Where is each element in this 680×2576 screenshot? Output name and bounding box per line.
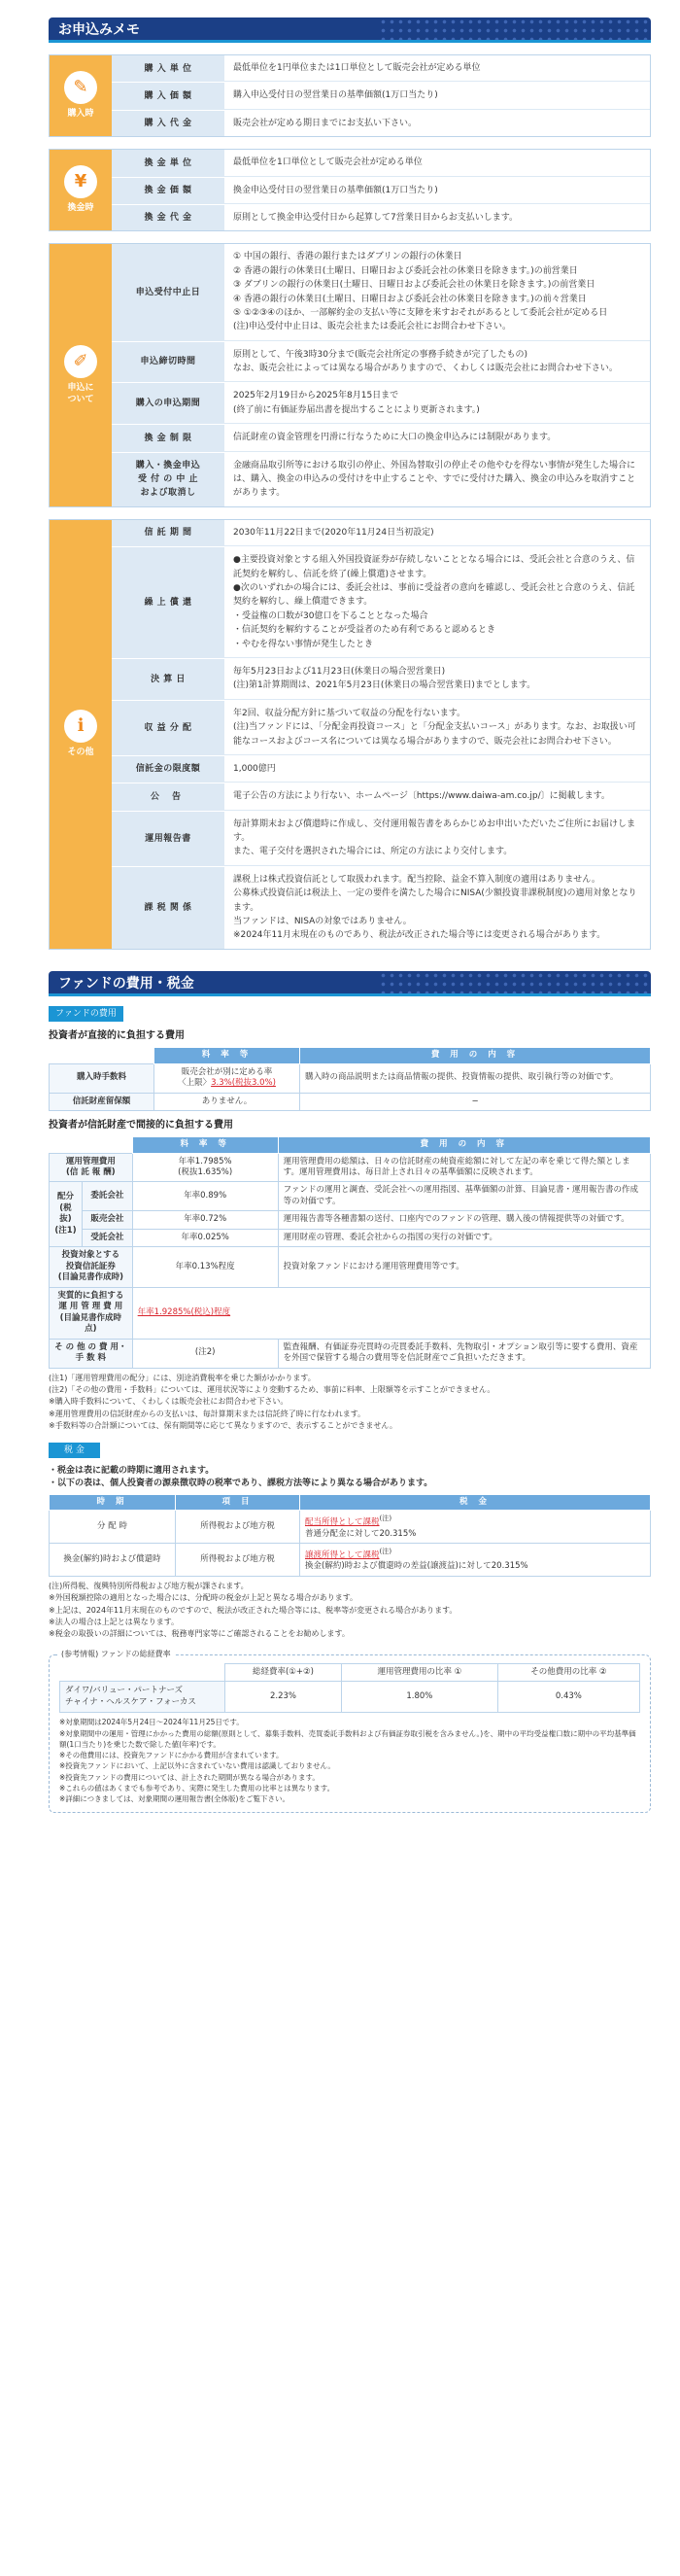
retention-row [50, 1093, 651, 1110]
tax-intro: ・税金は表に記載の時期に適用されます。 ・以下の表は、個人投資者の源泉徴収時の税率であり、課税方法等により異なる場合があります。 [49, 1465, 433, 1489]
reference-notes: ※対象期間は2024年5月24日〜2024年11月25日です。 ※対象期間中の運用・管理にかかった費用の総額(原則として、募集手数料、売買委託手数料および有価証券取引税を含みません。)を、期中の平均受益権口数に期中の平均基準価額(1口当たり)を乗じた数で除した値(年率)です。 ※その他費用には、投資先ファンドにかかる費用が含まれています。 ※投資先ファンドにおいて、上記以外に含まれていない費用は認識しておりません。 ※投資先ファンドの費用については、計上された期間が異なる場合があります。 ※これらの値はあくまでも参考であり、実際に発生した費用の比率とは異なります。 ※詳細につきましては、対象期間の運用報告書(全体版)をご覧下さい。 [59, 1718, 636, 1804]
purchase-section [49, 54, 651, 137]
management-fee-label: 運用管理費用 (信 託 報 酬) [50, 1153, 133, 1182]
tax-col-item: 項 目 [176, 1494, 300, 1510]
purchase-icon: ✎ [64, 71, 97, 104]
ratio-col-management: 運用管理費用の比率 ① [341, 1663, 497, 1681]
application-period-row [112, 383, 650, 425]
row-value: 販売会社が定める期日までにお支払い下さい。 [224, 111, 650, 136]
row-value: 原則として換金申込受付日から起算して7営業日目からお支払いします。 [224, 205, 650, 230]
public-notice-row [112, 783, 650, 811]
row-label: 購入・換金申込 受 付 の 中 止 および取消し [112, 453, 224, 506]
alloc-fee: 年率0.72% [132, 1211, 278, 1229]
management-fee-rate: 年率1.7985% (税抜1.635%) [132, 1153, 278, 1182]
redemption-side [50, 150, 112, 230]
ratio-col-other: その他費用の比率 ② [497, 1663, 639, 1681]
indirect-costs-heading: 投資者が信託財産で間接的に負担する費用 [49, 1120, 233, 1131]
tax-value [300, 1511, 651, 1544]
purchase-payment-row [112, 111, 650, 136]
row-label: 運用報告書 [112, 812, 224, 866]
suspension-days-row [112, 244, 650, 341]
row-label: 購 入 価 額 [112, 83, 224, 109]
redemption-limit-row [112, 425, 650, 452]
fees-title: ファンドの費用・税金 [58, 975, 194, 992]
target-fund-fee: 年率0.13%程度 [132, 1247, 278, 1287]
info-icon: ℹ [64, 710, 97, 743]
purchase-side [50, 55, 112, 136]
alloc-content: 運用財産の管理、委託会社からの指図の実行の対価です。 [278, 1229, 650, 1246]
row-value: 2030年11月22日まで(2020年11月24日当初設定) [224, 520, 650, 546]
report-row [112, 812, 650, 867]
actual-cost-label: 実質的に負担する 運 用 管 理 費 用 (目論見書作成時点) [50, 1287, 133, 1339]
row-value: 換金申込受付日の翌営業日の基準価額(1万口当たり) [224, 178, 650, 204]
management-fee-content: 運用管理費用の総額は、日々の信託財産の純資産総額に対して左記の率を乗じて得た額とします。運用管理費用は、毎日計上され日々の基準価額に反映されます。 [278, 1153, 650, 1182]
tax-type: 譲渡所得として課税 [305, 1549, 380, 1560]
tax-col-tax: 税 金 [300, 1494, 651, 1510]
ratio-management: 1.80% [341, 1682, 497, 1713]
row-value: 最低単位を1円単位または1口単位として販売会社が定める単位 [224, 55, 650, 82]
row-label: 収 益 分 配 [112, 701, 224, 755]
allocation-label: 配分 (税抜) (注1) [50, 1182, 83, 1247]
cutoff-time-row [112, 342, 650, 384]
tax-note-mark: (注) [379, 1547, 392, 1556]
management-fee-row [50, 1153, 651, 1182]
row-label: 購 入 単 位 [112, 55, 224, 82]
fund-name: ダイワ/バリュー・パートナーズ チャイナ・ヘルスケア・フォーカス [60, 1682, 225, 1713]
redemption-section [49, 149, 651, 231]
other-side [50, 520, 112, 949]
row-label: 課 税 関 係 [112, 867, 224, 949]
reference-title: (参考情報) ファンドの総経費率 [57, 1649, 175, 1661]
row-label: 購 入 代 金 [112, 111, 224, 136]
ratio-other: 0.43% [497, 1682, 639, 1713]
indirect-costs-table [49, 1136, 651, 1369]
application-side [50, 244, 112, 505]
direct-costs-heading: 投資者が直接的に負担する費用 [49, 1030, 185, 1042]
alloc-content: ファンドの運用と調査、受託会社への運用指図、基準価額の計算、目論見書・運用報告書の作成等の対価です。 [278, 1182, 650, 1211]
row-label: 繰 上 償 還 [112, 547, 224, 658]
redemption-icon: ¥ [64, 165, 97, 198]
row-value: 毎年5月23日および11月23日(休業日の場合翌営業日) (注)第1計算期間は、2021年5月23日(休業日の場合翌営業日)までとします。 [224, 659, 650, 700]
redemption-side-label: 換金時 [67, 203, 94, 214]
row-value: 最低単位を1口単位として販売会社が定める単位 [224, 150, 650, 176]
distribution-row [112, 701, 650, 756]
row-label: 信 託 期 間 [112, 520, 224, 546]
row-value: 原則として、午後3時30分まで(販売会社所定の事務手続きが完了したもの) なお、販売会社によっては異なる場合がありますので、くわしくは販売会社にお問合わせ下さい。 [224, 342, 650, 383]
purchase-price-row [112, 83, 650, 110]
cancellation-row [112, 453, 650, 506]
alloc-label: 委託会社 [83, 1182, 133, 1211]
ratio-total: 2.23% [225, 1682, 342, 1713]
memo-header [49, 17, 651, 43]
fees-notes: (注1)「運用管理費用の配分」には、別途消費税率を乗じた額がかかります。 (注2)「その他の費用・手数料」については、運用状況等により変動するため、事前に料率、上限額等を示すことができません。 ※購入時手数料について、くわしくは販売会社にお問合わせ下さい。 ※運用管理費用の信託財産からの支払いは、毎計算期末または信託終了時に行なわれます。 ※手数料等の合計額については、保有期間等に応じて異なりますので、表示することができません。 [49, 1373, 495, 1431]
row-value: 課税上は株式投資信託として取扱われます。配当控除、益金不算入制度の適用はありません。 公募株式投資信託は税法上、一定の要件を満たした場合にNISA(少額投資非課税制度)の適用対象となります。 当ファンドは、NISAの対象ではありません。 ※2024年11月末現在のものであり、税法が改正された場合等には変更される場合があります。 [224, 867, 650, 949]
other-fees-content: 監査報酬、有価証券売買時の売買委託手数料、先物取引・オプション取引等に要する費用、資産を外国で保管する場合の費用等を信託財産でご負担いただきます。 [278, 1339, 650, 1368]
ratio-col-total: 総経費率(①+②) [225, 1663, 342, 1681]
row-label: 公 告 [112, 783, 224, 810]
actual-cost-row [50, 1287, 651, 1339]
tax-rate: 換金(解約)時および償還時の差益(譲渡益)に対して20.315% [305, 1561, 528, 1572]
target-fund-label: 投資対象とする 投資信託証券 (目論見書作成時) [50, 1247, 133, 1287]
direct-costs-table [49, 1047, 651, 1111]
row-label: 購入の申込期間 [112, 383, 224, 424]
actual-cost-rate: 年率1.9285%(税込)程度 [137, 1306, 231, 1317]
application-side-label: 申込に ついて [67, 382, 94, 404]
tax-subtitle: 税 金 [49, 1443, 100, 1458]
purchase-unit-row [112, 55, 650, 83]
reference-box [49, 1649, 651, 1813]
row-label: 換 金 単 位 [112, 150, 224, 176]
retention-label: 信託財産留保額 [50, 1093, 154, 1110]
early-redemption-row [112, 547, 650, 659]
purchase-fee-label: 購入時手数料 [50, 1063, 154, 1093]
row-label: 決 算 日 [112, 659, 224, 700]
row-value: 電子公告の方法により行ない、ホームページ〔https://www.daiwa-am.co.jp/〕に掲載します。 [224, 783, 650, 810]
row-value: 年2回、収益分配方針に基づいて収益の分配を行ないます。 (注)当ファンドには、「分配金再投資コース」と「分配金支払いコース」があります。なお、お取扱い可能なコースおよびコース名については異なる場合がありますので、販売会社にお問合わせ下さい。 [224, 701, 650, 755]
application-section [49, 243, 651, 506]
expense-ratio-row [60, 1682, 640, 1713]
redemption-payment-row [112, 205, 650, 230]
row-label: 換 金 制 限 [112, 425, 224, 451]
fee-column-header: 料 率 等 [132, 1137, 278, 1153]
alloc-label: 販売会社 [83, 1211, 133, 1229]
tax-table [49, 1494, 651, 1577]
row-label: 信託金の限度額 [112, 756, 224, 783]
retention-content: − [300, 1093, 651, 1110]
row-value: 1,000億円 [224, 756, 650, 783]
purchase-side-label: 購入時 [67, 109, 94, 120]
tax-row-distribution [50, 1511, 651, 1544]
other-section [49, 519, 651, 950]
row-value: 2025年2月19日から2025年8月15日まで (終了前に有価証券届出書を提出することにより更新されます。) [224, 383, 650, 424]
taxation-row [112, 867, 650, 949]
other-fees-fee: (注2) [132, 1339, 278, 1368]
trust-period-row [112, 520, 650, 547]
tax-notes: (注)所得税、復興特別所得税および地方税が課されます。 ※外国税額控除の適用となった場合には、分配時の税金が上記と異なる場合があります。 ※上記は、2024年11月末現在のものですので、税法が改正された場合等には、税率等が変更される場合があります。 ※法人の場合は上記とは異なります。 ※税金の取扱いの詳細については、税務専門家等にご確認されることをお勧めします。 [49, 1581, 458, 1639]
row-value: ●主要投資対象とする組入外国投資証券が存続しないこととなる場合には、受託会社と合意のうえ、信託契約を解約し、信託を終了(繰上償還)させます。 ●次のいずれかの場合には、委託会社は、事前に受益者の意向を確認し、受託会社と合意のうえ、信託契約を解約し、繰上償還できます。 ・受益権の口数が30億口を下ることとなった場合 ・信託契約を解約することが受益者のため有利であると認めるとき ・やむを得ない事情が発生したとき [224, 547, 650, 658]
redemption-price-row [112, 178, 650, 205]
tax-item: 所得税および地方税 [176, 1544, 300, 1577]
row-value: ① 中国の銀行、香港の銀行またはダブリンの銀行の休業日 ② 香港の銀行の休業日(土曜日、日曜日および委託会社の休業日を除きます。)の前営業日 ③ ダブリンの銀行の休業日(土曜日、日曜日および委託会社の休業日を除きます。)の前営業日 ④ 香港の銀行の休業日(土曜日、日曜日および委託会社の休業日を除きます。)の前々営業日 ⑤ ①②③④のほか、一部解約金の支払い等に支障を来すおそれがあるとして委託会社が定める日 (注)申込受付中止日は、販売会社または委託会社にお問合わせ下さい。 [224, 244, 650, 340]
expense-ratio-table [59, 1663, 640, 1713]
header-accent-bar [49, 40, 651, 43]
tax-rate: 普通分配金に対して20.315% [305, 1528, 417, 1539]
blank-header [60, 1663, 225, 1681]
other-side-label: その他 [67, 747, 94, 757]
blank-header [50, 1137, 133, 1153]
tax-row-redemption [50, 1544, 651, 1577]
row-label: 申込受付中止日 [112, 244, 224, 340]
retention-fee: ありません。 [154, 1093, 300, 1110]
alloc-row-distributor [50, 1211, 651, 1229]
other-fees-label: そ の 他 の 費 用・ 手 数 料 [50, 1339, 133, 1368]
fees-subtitle: ファンドの費用 [49, 1006, 123, 1022]
settlement-date-row [112, 659, 650, 701]
tax-item: 所得税および地方税 [176, 1511, 300, 1544]
row-label: 換 金 価 額 [112, 178, 224, 204]
alloc-row-trustee [50, 1229, 651, 1246]
row-label: 換 金 代 金 [112, 205, 224, 230]
other-fees-row [50, 1339, 651, 1368]
alloc-row-trustor [50, 1182, 651, 1211]
row-value: 毎計算期末および償還時に作成し、交付運用報告書をあらかじめお申出いただいたご住所にお届けします。 また、電子交付を選択された場合には、所定の方法により交付します。 [224, 812, 650, 866]
row-value: 金融商品取引所等における取引の停止、外国為替取引の停止その他やむを得ない事情が発生した場合には、購入、換金の申込みの受付けを中止することや、すでに受付けた購入、換金の申込みを取消すことがあります。 [224, 453, 650, 506]
alloc-label: 受託会社 [83, 1229, 133, 1246]
purchase-fee-rate-pre: 販売会社が別に定める率 〈上限〉 [178, 1066, 273, 1089]
trust-limit-row [112, 756, 650, 783]
actual-cost-value [132, 1287, 650, 1339]
tax-time: 分 配 時 [50, 1511, 176, 1544]
header-accent-bar [49, 993, 651, 996]
tax-col-time: 時 期 [50, 1494, 176, 1510]
pencil-icon: ✐ [64, 345, 97, 378]
alloc-fee: 年率0.025% [132, 1229, 278, 1246]
blank-header [50, 1048, 154, 1063]
tax-time: 換金(解約)時および償還時 [50, 1544, 176, 1577]
purchase-fee-row [50, 1063, 651, 1093]
fees-header [49, 971, 651, 996]
row-label: 申込締切時間 [112, 342, 224, 383]
content-column-header: 費 用 の 内 容 [300, 1048, 651, 1063]
row-value: 購入申込受付日の翌営業日の基準価額(1万口当たり) [224, 83, 650, 109]
purchase-fee-content: 購入時の商品説明または商品情報の提供、投資情報の提供、取引執行等の対価です。 [300, 1063, 651, 1093]
redemption-unit-row [112, 150, 650, 177]
target-fund-row [50, 1247, 651, 1287]
fee-column-header: 料 率 等 [154, 1048, 300, 1063]
purchase-fee-rate [154, 1063, 300, 1093]
target-fund-content: 投資対象ファンドにおける運用管理費用等です。 [278, 1247, 650, 1287]
tax-value [300, 1544, 651, 1577]
purchase-fee-rate-max: 3.3%(税抜3.0%) [211, 1078, 276, 1089]
tax-type: 配当所得として課税 [305, 1517, 380, 1528]
content-column-header: 費 用 の 内 容 [278, 1137, 650, 1153]
tax-note-mark: (注) [379, 1514, 392, 1523]
alloc-content: 運用報告書等各種書類の送付、口座内でのファンドの管理、購入後の情報提供等の対価です。 [278, 1211, 650, 1229]
alloc-fee: 年率0.89% [132, 1182, 278, 1211]
memo-title: お申込みメモ [58, 22, 140, 38]
row-value: 信託財産の資金管理を円滑に行なうために大口の換金申込みには制限があります。 [224, 425, 650, 451]
